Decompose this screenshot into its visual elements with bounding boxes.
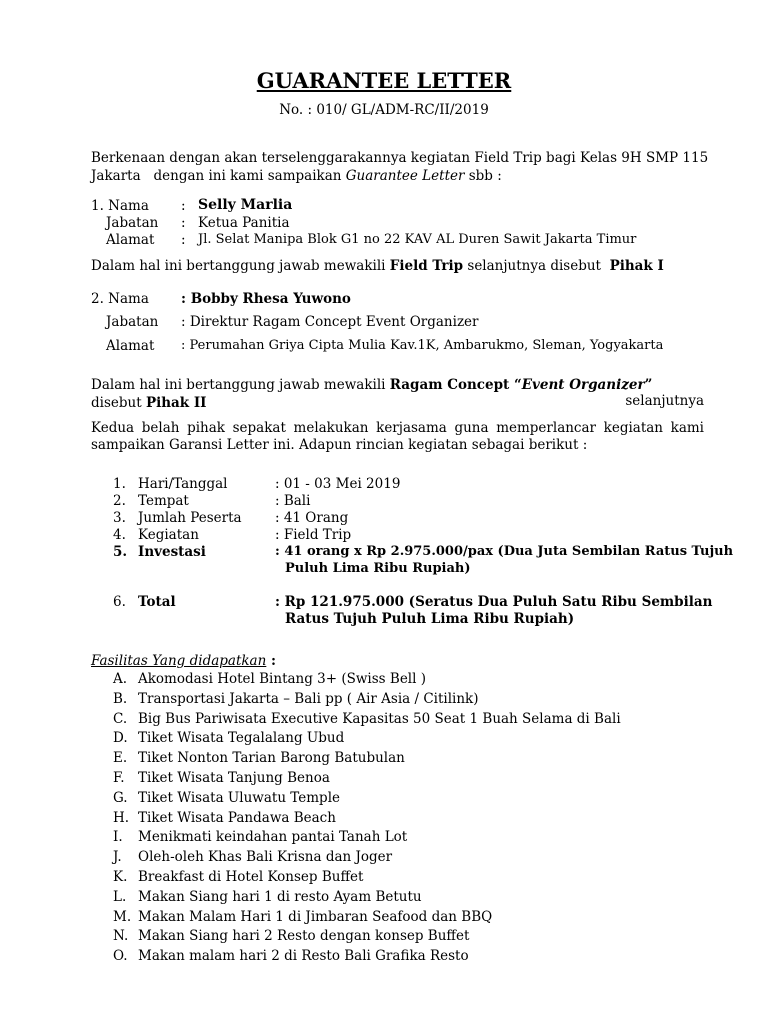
document-number: No. : 010/ GL/ADM-RC/II/2019: [279, 102, 489, 118]
party2-jabatan-value: Direktur Ragam Concept Event Organizer: [189, 314, 479, 330]
facility-item: [113, 889, 422, 905]
party1-pihak: Pihak I: [609, 258, 664, 274]
party1-colon: :: [181, 232, 186, 248]
party2-statement-line2-text: disebut: [91, 395, 146, 411]
party2-statement-text: Dalam hal ini bertanggung jawab mewakili: [91, 377, 390, 393]
facility-text: Tiket Wisata Uluwatu Temple: [138, 789, 341, 806]
facility-item: [113, 909, 492, 925]
party1-statement-mid: selanjutnya disebut: [463, 258, 610, 274]
facility-text: Makan Malam Hari 1 di Jimbaran Seafood dan BBQ: [138, 908, 493, 925]
detail-value: : Bali: [275, 493, 311, 509]
facility-letter: C.: [113, 710, 128, 727]
intro-line-2: [91, 168, 502, 184]
facility-text: Oleh-oleh Khas Bali Krisna dan Joger: [138, 849, 393, 866]
facility-item: [113, 849, 392, 865]
detail-num: 6.: [113, 594, 126, 610]
detail-label: Investasi: [138, 544, 206, 560]
facility-text: Menikmati keindahan pantai Tanah Lot: [138, 829, 408, 846]
party2-jabatan-label: Jabatan: [106, 314, 159, 330]
facilities-heading-suffix: :: [266, 653, 276, 669]
detail-value: : 01 - 03 Mei 2019: [275, 476, 401, 492]
document-title: GUARANTEE LETTER: [256, 68, 512, 93]
facility-text: Big Bus Pariwisata Executive Kapasitas 50 Seat 1 Buah Selama di Bali: [138, 710, 621, 727]
facility-item: [113, 790, 340, 806]
detail-num: 2.: [113, 493, 126, 509]
facility-letter: M.: [113, 908, 132, 925]
facility-letter: A.: [113, 671, 128, 687]
facility-item: [113, 730, 344, 746]
facility-item: [113, 711, 621, 727]
facilities-heading-text: Fasilitas Yang didapatkan: [91, 653, 267, 669]
detail-label: Hari/Tanggal: [138, 476, 228, 492]
party2-pihak: Pihak II: [145, 395, 207, 411]
detail-value: : Rp 121.975.000 (Seratus Dua Puluh Satu Ribu Sembilan: [275, 594, 713, 610]
facility-text: Makan Siang hari 1 di resto Ayam Betutu: [138, 888, 422, 905]
party1-alamat: Jl. Selat Manipa Blok G1 no 22 KAV AL Duren Sawit Jakarta Timur: [198, 232, 637, 247]
party2-jabatan: : Direktur Ragam Concept Event Organizer: [181, 314, 479, 330]
party2-alamat-value: Perumahan Griya Cipta Mulia Kav.1K, Ambarukmo, Sleman, Yogyakarta: [189, 338, 664, 353]
facility-letter: D.: [113, 730, 128, 747]
party2-statement-mid: selanjutnya: [625, 393, 704, 409]
party1-statement-text: Dalam hal ini bertanggung jawab mewakili: [91, 258, 390, 274]
agreement-line-2: sampaikan Garansi Letter ini. Adapun rincian kegiatan sebagai berikut :: [91, 437, 588, 453]
intro-text: Jakarta dengan ini kami sampaikan: [91, 168, 346, 184]
facility-item: [113, 829, 407, 845]
facilities-heading: [91, 653, 276, 669]
facility-letter: O.: [113, 948, 128, 965]
facility-text: Tiket Nonton Tarian Barong Batubulan: [138, 750, 405, 767]
facility-letter: E.: [113, 750, 128, 767]
detail-value: : Field Trip: [275, 527, 352, 543]
detail-num: 3.: [113, 510, 126, 526]
facility-text: Tiket Wisata Tanjung Benoa: [138, 770, 330, 786]
party2-alamat-label: Alamat: [106, 338, 155, 354]
facility-text: Makan malam hari 2 di Resto Bali Grafika Resto: [138, 948, 469, 965]
party1-nama: Selly Marlia: [198, 197, 293, 213]
party2-nama-value: Bobby Rhesa Yuwono: [190, 291, 351, 307]
intro-suffix: sbb :: [464, 168, 502, 184]
party1-colon: :: [181, 215, 186, 231]
detail-value-cont: Puluh Lima Ribu Rupiah): [285, 561, 471, 576]
facility-item: [113, 750, 405, 766]
party1-jabatan: Ketua Panitia: [198, 215, 290, 231]
detail-num: 4.: [113, 527, 126, 543]
facility-item: [113, 691, 479, 707]
agreement-line-1: Kedua belah pihak sepakat melakukan kerjasama guna memperlancar kegiatan kami: [91, 420, 704, 436]
facility-item: [113, 948, 469, 964]
facility-letter: H.: [113, 809, 130, 826]
facility-item: [113, 671, 426, 687]
detail-label: Kegiatan: [138, 527, 199, 543]
intro-italic-text: Guarantee Letter: [345, 168, 465, 184]
facility-letter: K.: [113, 869, 128, 885]
party2-alamat: : Perumahan Griya Cipta Mulia Kav.1K, Ambarukmo, Sleman, Yogyakarta: [181, 338, 664, 353]
party1-colon: :: [181, 198, 186, 214]
facility-text: Transportasi Jakarta – Bali pp ( Air Asia / Citilink): [138, 690, 479, 707]
facility-item: [113, 770, 330, 786]
detail-value: : 41 Orang: [275, 510, 349, 526]
party2-nama: : Bobby Rhesa Yuwono: [181, 291, 351, 307]
detail-num: 5.: [113, 544, 128, 560]
facility-text: Akomodasi Hotel Bintang 3+ (Swiss Bell ): [138, 671, 427, 687]
facility-text: Breakfast di Hotel Konsep Buffet: [138, 869, 364, 885]
detail-num: 1.: [113, 476, 126, 492]
facility-text: Tiket Wisata Tegalalang Ubud: [138, 730, 345, 747]
facility-letter: L.: [113, 888, 127, 905]
detail-label: Total: [138, 594, 176, 610]
detail-label: Jumlah Peserta: [138, 510, 242, 526]
party2-statement-italic: Event Organizer: [521, 377, 645, 393]
party1-alamat-label: Alamat: [106, 232, 155, 248]
facility-letter: J.: [113, 849, 122, 866]
party2-statement-line-2: [91, 395, 206, 411]
party2-statement-bold: Ragam Concept “: [389, 377, 522, 393]
facility-letter: I.: [113, 829, 123, 846]
facility-text: Tiket Wisata Pandawa Beach: [138, 809, 336, 826]
party1-jabatan-label: Jabatan: [106, 215, 159, 231]
detail-label: Tempat: [138, 493, 189, 509]
facility-letter: B.: [113, 690, 128, 707]
intro-line-1: Berkenaan dengan akan terselenggarakannya kegiatan Field Trip bagi Kelas 9H SMP 115: [91, 150, 709, 166]
detail-value-cont: Ratus Tujuh Puluh Lima Ribu Rupiah): [285, 611, 575, 627]
facility-text: Makan Siang hari 2 Resto dengan konsep Buffet: [138, 928, 470, 945]
facility-letter: F.: [113, 770, 125, 786]
facility-item: [113, 810, 336, 826]
party1-statement-bold: Field Trip: [389, 258, 464, 274]
facility-letter: G.: [113, 789, 128, 806]
party2-statement-close: ”: [644, 377, 653, 393]
party2-nama-label: 2. Nama: [91, 291, 149, 307]
facility-item: [113, 869, 363, 885]
party1-nama-label: 1. Nama: [91, 198, 149, 214]
facility-letter: N.: [113, 928, 129, 945]
detail-value: : 41 orang x Rp 2.975.000/pax (Dua Juta Sembilan Ratus Tujuh: [275, 544, 734, 559]
facility-item: [113, 928, 469, 944]
party1-statement: [91, 258, 664, 274]
